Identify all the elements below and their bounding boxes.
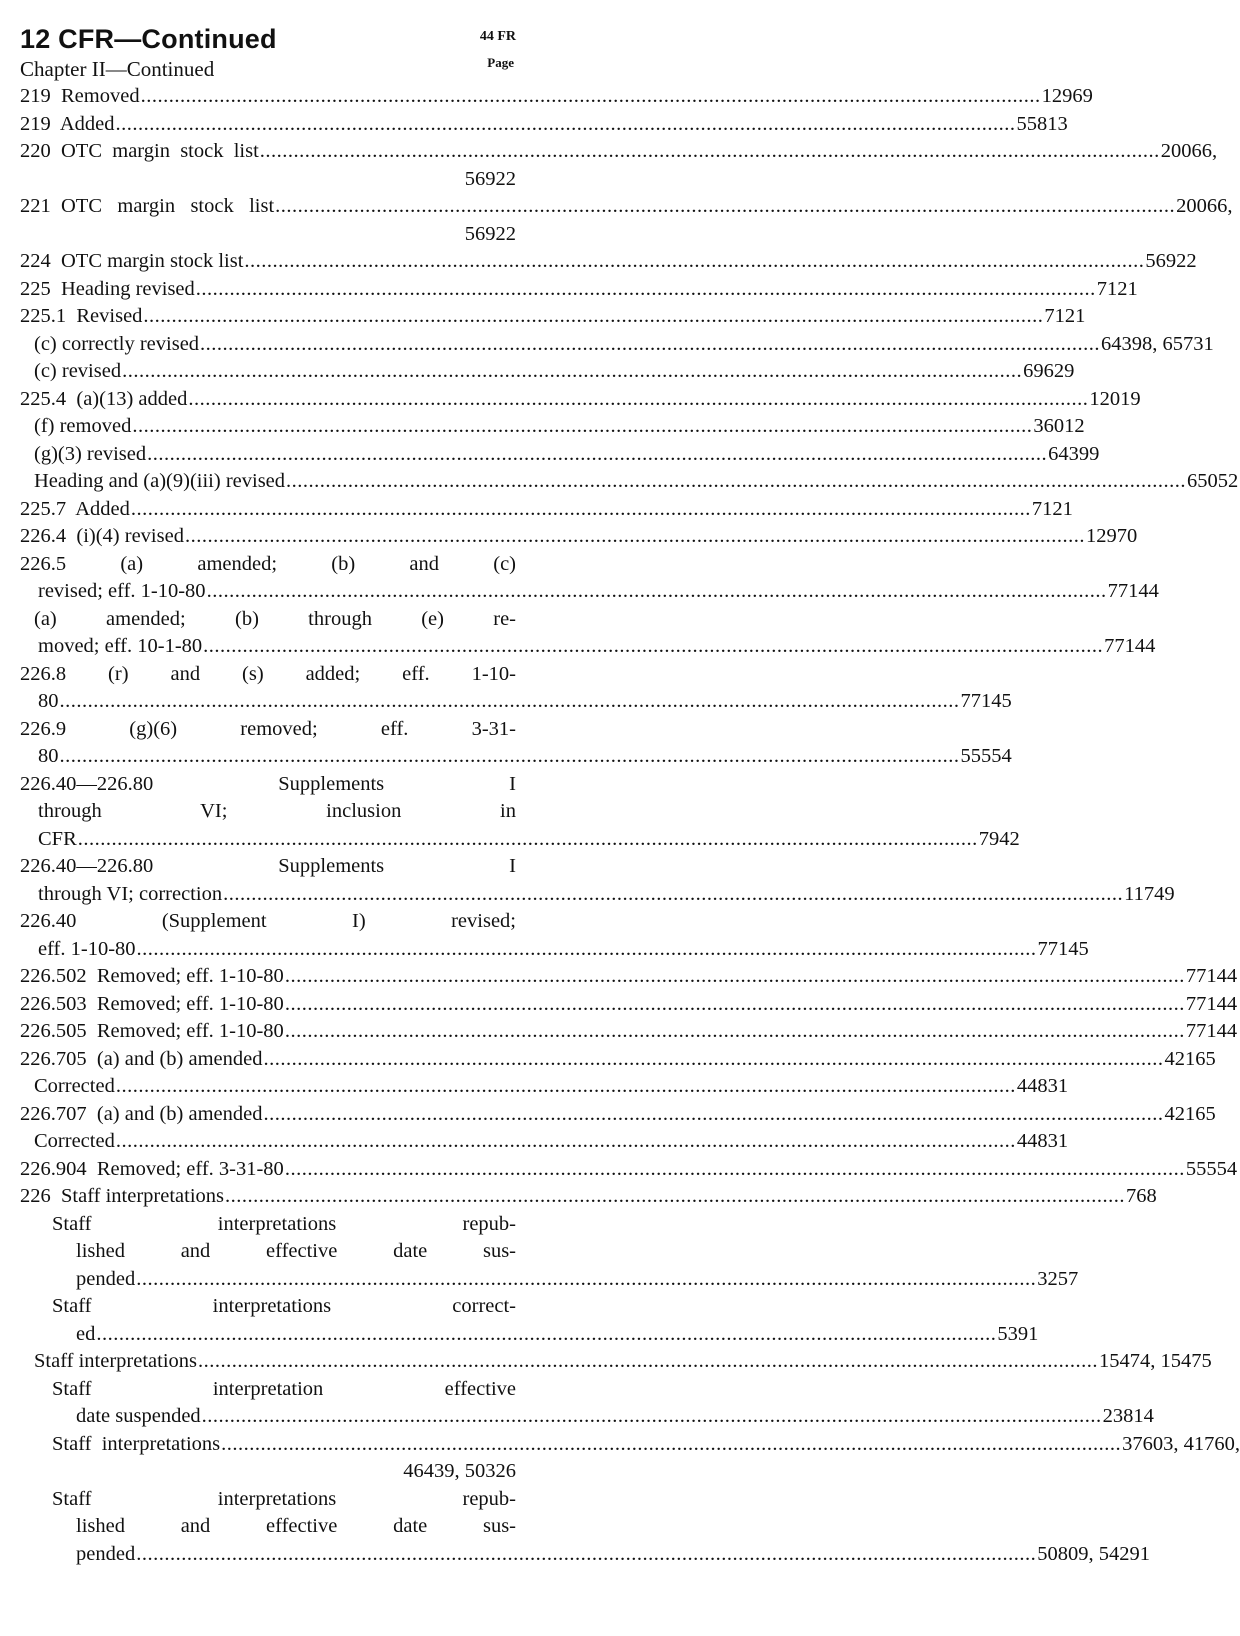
entry-line [20, 1128, 1069, 1156]
index-entry [20, 1101, 1216, 1129]
entry-line [20, 303, 1086, 331]
page-title: 12 CFR—Continued [20, 24, 277, 54]
entry-text: 80 [38, 745, 59, 767]
page-reference: 77144 [1185, 965, 1238, 987]
index-entry [20, 1486, 1150, 1569]
page-column-label: Page [487, 55, 514, 70]
index-entry [20, 1073, 1069, 1101]
page-reference: 56922 [464, 167, 516, 190]
dot-leader: ................................................................................................................................................................ [136, 1267, 1037, 1290]
index-entry [20, 276, 1138, 304]
entry-line [20, 606, 516, 634]
index-entry [20, 193, 1233, 248]
entry-text: 225 Heading revised [20, 277, 195, 300]
page-reference: 77145 [1037, 937, 1089, 960]
index-entry [20, 496, 1073, 524]
dot-leader: ................................................................................................................................................................ [132, 415, 1033, 437]
index-entry [20, 991, 1238, 1019]
dot-leader: ................................................................................................................................................................ [115, 112, 1016, 135]
entry-text: lished and effective date sus- [76, 1515, 516, 1537]
entry-line [20, 468, 1239, 496]
entry-text: 226.5 (a) amended; (b) and (c) [20, 552, 516, 575]
page-reference: 65052 [1187, 470, 1239, 492]
page-reference: 3257 [1037, 1267, 1079, 1290]
entry-line [20, 1211, 516, 1239]
page-reference: 44831 [1016, 1075, 1069, 1097]
page-reference: 7942 [978, 827, 1020, 850]
entry-text: 226.705 (a) and (b) amended [20, 1047, 263, 1070]
entry-line [20, 193, 1233, 221]
entry-text: Staff interpretation effective [52, 1377, 516, 1400]
dot-leader: ................................................................................................................................................................ [198, 1350, 1099, 1372]
dot-leader: ................................................................................................................................................................ [59, 690, 960, 712]
entry-text: 225.1 Revised [20, 305, 143, 327]
entry-text: 226.502 Removed; eff. 1-10-80 [20, 965, 284, 987]
dot-leader: ................................................................................................................................................................ [275, 195, 1176, 217]
page-reference: 36012 [1033, 415, 1085, 437]
dot-leader: ................................................................................................................................................................ [140, 85, 1041, 107]
page-reference: 77144 [1104, 635, 1156, 657]
dot-leader: ................................................................................................................................................................ [96, 1322, 997, 1345]
dot-leader: ................................................................................................................................................................ [223, 882, 1124, 905]
page-reference: 37603, 41760, [1122, 1432, 1240, 1455]
page-reference: 56922 [1145, 250, 1197, 272]
entry-text: 226.707 (a) and (b) amended [20, 1102, 263, 1125]
dot-leader: ................................................................................................................................................................ [263, 1102, 1164, 1125]
dot-leader: ................................................................................................................................................................ [206, 580, 1107, 602]
dot-leader: ................................................................................................................................................................ [122, 360, 1023, 382]
page-reference: 77144 [1185, 1020, 1238, 1042]
entry-text: Corrected [34, 1075, 115, 1097]
entry-line [20, 1348, 1212, 1376]
dot-leader: ................................................................................................................................................................ [284, 992, 1185, 1015]
entry-line [20, 881, 1175, 909]
chapter-heading: Chapter II—Continued [20, 57, 215, 81]
entry-text: Staff interpretations repub- [52, 1487, 516, 1510]
entry-text: through VI; inclusion in [38, 800, 516, 822]
entry-text: 80 [38, 690, 59, 712]
entry-line [20, 826, 1020, 854]
index-entry [20, 1156, 1238, 1184]
page-reference: 64398, 65731 [1101, 332, 1214, 355]
index-entry [20, 523, 1138, 551]
entry-text: 221 OTC margin stock list [20, 195, 275, 217]
entry-text: pended [76, 1267, 136, 1290]
dot-leader: ................................................................................................................................................................ [225, 1185, 1126, 1207]
entry-text: (c) correctly revised [34, 332, 200, 355]
entry-line [20, 1238, 516, 1266]
entry-text: (g)(3) revised [34, 442, 147, 465]
entry-line [20, 936, 1089, 964]
dot-leader: ................................................................................................................................................................ [77, 827, 978, 850]
entry-line [20, 1018, 1238, 1046]
index-entry [20, 138, 1218, 193]
page-reference: 77144 [1185, 992, 1238, 1015]
entry-text: 220 OTC margin stock list [20, 140, 259, 162]
entry-line [20, 1458, 516, 1486]
dot-leader: ................................................................................................................................................................ [195, 277, 1096, 300]
entry-line [20, 1431, 1240, 1459]
entry-text: 226.503 Removed; eff. 1-10-80 [20, 992, 284, 1015]
entry-line [20, 358, 1075, 386]
page-reference: 12969 [1041, 85, 1093, 107]
index-entry [20, 1211, 1079, 1294]
page-reference: 768 [1126, 1185, 1157, 1207]
page-reference: 56922 [464, 222, 516, 245]
entry-text: Staff interpretations [52, 1432, 221, 1455]
dot-leader: ................................................................................................................................................................ [259, 140, 1160, 162]
dot-leader: ................................................................................................................................................................ [130, 497, 1031, 520]
entry-line [20, 991, 1238, 1019]
entry-text: 225.7 Added [20, 497, 130, 520]
index-entry [20, 771, 1020, 854]
entry-text: 226.40—226.80 Supplements I [20, 772, 516, 795]
entry-line [20, 111, 1068, 139]
index-entry [20, 963, 1238, 991]
entry-line [20, 1101, 1216, 1129]
entry-line [20, 551, 516, 579]
entry-line [20, 1073, 1069, 1101]
page-reference: 11749 [1124, 882, 1175, 905]
entry-text: Staff interpretations [34, 1350, 198, 1372]
index-entry [20, 1293, 1039, 1348]
entry-line [20, 138, 1218, 166]
dot-leader: ................................................................................................................................................................ [136, 937, 1037, 960]
index-entry [20, 331, 1214, 359]
dot-leader: ................................................................................................................................................................ [200, 332, 1101, 355]
page-reference: 77145 [960, 690, 1012, 712]
page-reference: 7121 [1096, 277, 1138, 300]
entry-line [20, 1321, 1039, 1349]
entry-line [20, 1403, 1154, 1431]
index-entry [20, 1348, 1212, 1376]
entry-text: 225.4 (a)(13) added [20, 387, 188, 410]
dot-leader: ................................................................................................................................................................ [147, 442, 1048, 465]
index-entry [20, 1128, 1069, 1156]
entry-text: 226.9 (g)(6) removed; eff. 3-31- [20, 717, 516, 740]
entry-line [20, 496, 1073, 524]
index-entry [20, 1431, 1240, 1486]
entry-line [20, 1266, 1079, 1294]
entry-text: 226.904 Removed; eff. 3-31-80 [20, 1157, 284, 1180]
entry-line [20, 1183, 1157, 1211]
entry-line [20, 1513, 516, 1541]
page-reference: 12970 [1085, 525, 1138, 547]
entry-text: 224 OTC margin stock list [20, 250, 244, 272]
entry-text: 219 Added [20, 112, 115, 135]
index-entry [20, 441, 1100, 469]
page-reference: 50809, 54291 [1037, 1542, 1150, 1565]
index-entry [20, 1018, 1238, 1046]
entry-text: Staff interpretations repub- [52, 1212, 516, 1235]
dot-leader: ................................................................................................................................................................ [284, 965, 1185, 987]
entry-line [20, 1376, 516, 1404]
index-entry [20, 111, 1068, 139]
index-entry [20, 716, 1012, 771]
fr-column-label: 44 FR [479, 29, 516, 44]
entry-line [20, 716, 516, 744]
page-reference: 20066, [1176, 195, 1233, 217]
entry-list [20, 83, 1240, 1568]
entry-line [20, 413, 1085, 441]
page-reference: 5391 [997, 1322, 1039, 1345]
entry-line [20, 578, 1159, 606]
entry-text: 226.40—226.80 Supplements I [20, 855, 516, 877]
page-reference: 42165 [1164, 1102, 1216, 1125]
entry-line [20, 386, 1141, 414]
entry-line [20, 1156, 1238, 1184]
entry-text: date suspended [76, 1405, 201, 1427]
entry-text: CFR [38, 827, 77, 850]
dot-leader: ................................................................................................................................................................ [201, 1405, 1102, 1427]
index-entry [20, 1183, 1157, 1211]
dot-leader: ................................................................................................................................................................ [244, 250, 1145, 272]
page-reference: 44831 [1016, 1130, 1069, 1152]
entry-line [20, 963, 1238, 991]
page-reference: 64399 [1048, 442, 1100, 465]
entry-text: 226.40 (Supplement I) revised; [20, 910, 516, 932]
index-entry [20, 1046, 1216, 1074]
entry-line [20, 523, 1138, 551]
page-reference: 77144 [1107, 580, 1159, 602]
page-reference: 42165 [1164, 1047, 1216, 1070]
index-entry [20, 908, 1089, 963]
entry-text: lished and effective date sus- [76, 1240, 516, 1262]
entry-line [20, 908, 516, 936]
entry-line [20, 166, 516, 194]
entry-text: (f) removed [34, 415, 132, 437]
entry-line [20, 688, 1012, 716]
dot-leader: ................................................................................................................................................................ [188, 387, 1089, 410]
entry-line [20, 83, 1093, 111]
entry-text: moved; eff. 10-1-80 [38, 635, 203, 657]
entry-line [20, 221, 516, 249]
index-entry [20, 413, 1085, 441]
index-page [20, 22, 1240, 1568]
entry-text: revised; eff. 1-10-80 [38, 580, 206, 602]
index-entry [20, 358, 1075, 386]
index-entry [20, 468, 1239, 496]
index-entry [20, 853, 1175, 908]
index-entry [20, 248, 1197, 276]
entry-line [20, 743, 1012, 771]
entry-line [20, 1486, 516, 1514]
entry-line [20, 248, 1197, 276]
page-reference: 12019 [1089, 387, 1141, 410]
dot-leader: ................................................................................................................................................................ [143, 305, 1044, 327]
page-reference: 46439, 50326 [403, 1460, 516, 1482]
index-entry [20, 661, 1012, 716]
entry-text: Staff interpretations correct- [52, 1295, 516, 1317]
index-entry [20, 1376, 1154, 1431]
entry-text: 226.505 Removed; eff. 1-10-80 [20, 1020, 284, 1042]
entry-line [20, 633, 1156, 661]
dot-leader: ................................................................................................................................................................ [115, 1130, 1016, 1152]
entry-text: 219 Removed [20, 85, 140, 107]
entry-text: ed [76, 1322, 96, 1345]
entry-line [20, 441, 1100, 469]
page-reference: 23814 [1102, 1405, 1154, 1427]
index-entry [20, 551, 1159, 606]
page-reference: 7121 [1031, 497, 1073, 520]
dot-leader: ................................................................................................................................................................ [286, 470, 1187, 492]
page-reference: 55554 [960, 745, 1012, 767]
entry-line [20, 276, 1138, 304]
dot-leader: ................................................................................................................................................................ [221, 1432, 1122, 1455]
page-reference: 20066, [1160, 140, 1218, 162]
dot-leader: ................................................................................................................................................................ [263, 1047, 1164, 1070]
index-entry [20, 303, 1086, 331]
entry-line [20, 331, 1214, 359]
entry-text: through VI; correction [38, 882, 223, 905]
dot-leader: ................................................................................................................................................................ [203, 635, 1104, 657]
entry-line [20, 1293, 516, 1321]
dot-leader: ................................................................................................................................................................ [284, 1020, 1185, 1042]
page-reference: 7121 [1044, 305, 1086, 327]
entry-line [20, 1541, 1150, 1569]
index-entry [20, 83, 1093, 111]
page-reference: 55554 [1185, 1157, 1238, 1180]
entry-text: Heading and (a)(9)(iii) revised [34, 470, 286, 492]
entry-text: 226 Staff interpretations [20, 1185, 225, 1207]
dot-leader: ................................................................................................................................................................ [184, 525, 1085, 547]
entry-line [20, 853, 516, 881]
dot-leader: ................................................................................................................................................................ [284, 1157, 1185, 1180]
entry-text: pended [76, 1542, 136, 1565]
index-entry [20, 606, 1156, 661]
page-reference: 55813 [1016, 112, 1068, 135]
dot-leader: ................................................................................................................................................................ [136, 1542, 1037, 1565]
entry-text: eff. 1-10-80 [38, 937, 136, 960]
entry-text: 226.4 (i)(4) revised [20, 525, 184, 547]
entry-line [20, 1046, 1216, 1074]
page-reference: 69629 [1023, 360, 1075, 382]
entry-text: (a) amended; (b) through (e) re- [34, 607, 516, 630]
dot-leader: ................................................................................................................................................................ [59, 745, 960, 767]
entry-line [20, 798, 516, 826]
entry-line [20, 661, 516, 689]
page-reference: 15474, 15475 [1099, 1350, 1212, 1372]
index-entry [20, 386, 1141, 414]
entry-text: Corrected [34, 1130, 115, 1152]
entry-text: 226.8 (r) and (s) added; eff. 1-10- [20, 662, 516, 685]
entry-line [20, 771, 516, 799]
entry-text: (c) revised [34, 360, 122, 382]
dot-leader: ................................................................................................................................................................ [115, 1075, 1016, 1097]
